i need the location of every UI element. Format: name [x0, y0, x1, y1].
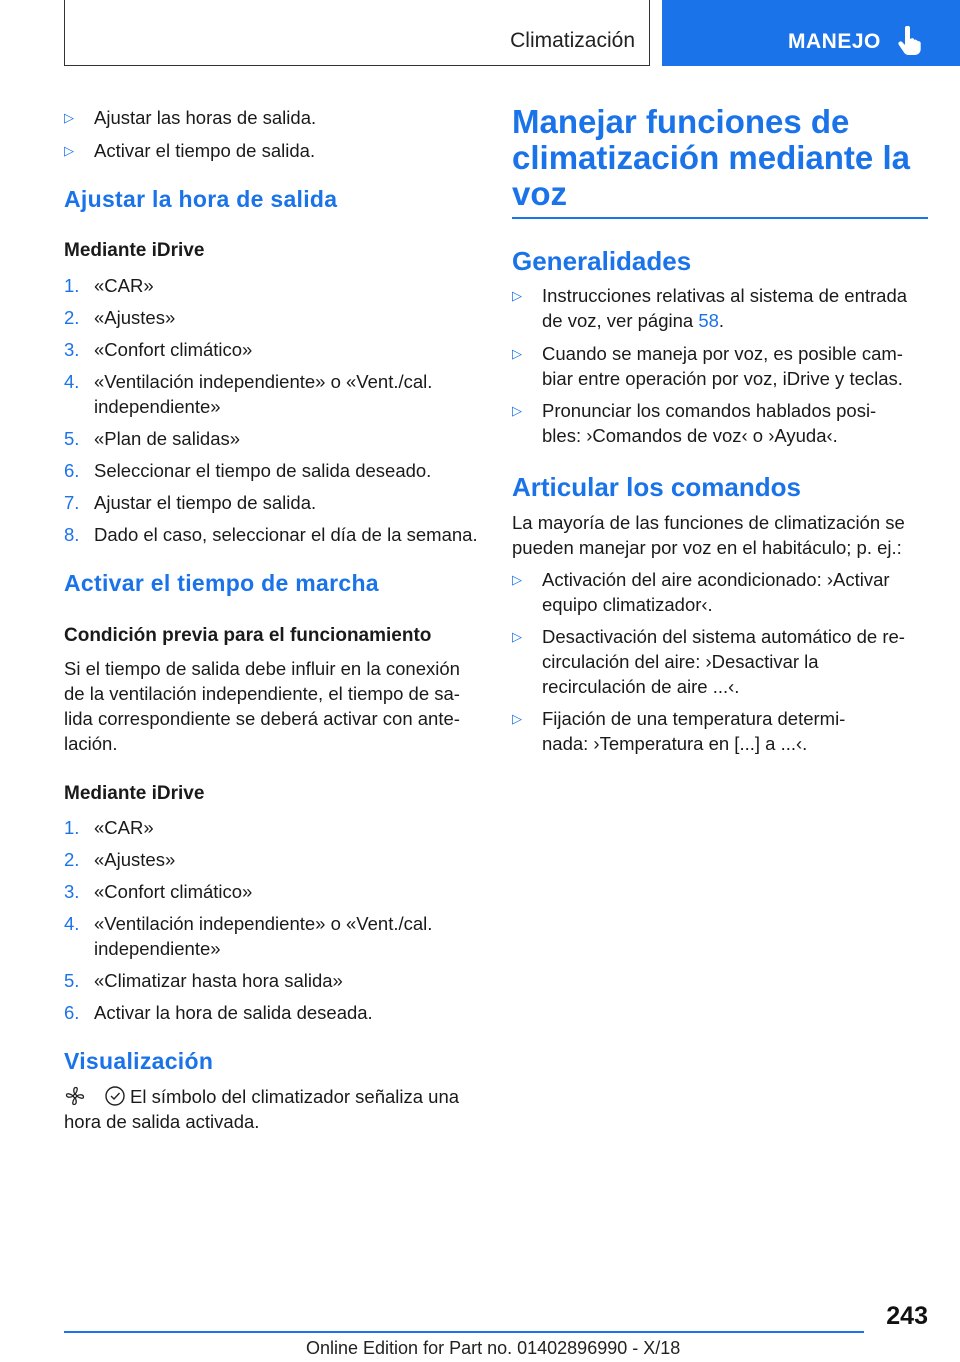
- bullet-marker: ▷: [512, 629, 522, 644]
- bullet-marker: ▷: [512, 711, 522, 726]
- footer-edition: Online Edition for Part no. 01402896990 - X/18: [306, 1338, 681, 1358]
- footer-divider: [64, 1331, 864, 1333]
- bullet-marker: ▷: [64, 143, 74, 158]
- subheading-idrive-2: Mediante iDrive: [64, 783, 205, 804]
- clock-icon: [104, 1085, 126, 1107]
- heading-visualizacion: Visualización: [64, 1048, 214, 1074]
- chapter-tab[interactable]: [662, 0, 960, 66]
- chapter-tab-label: MANEJO: [788, 30, 881, 53]
- vis-line-2: hora de salida activada.: [64, 1111, 260, 1132]
- paragraph-condicion: Si el tiempo de salida debe influir en la conexión de la ventilación independiente, el tiempo de sa‐ lida correspondiente se deberá activar con ante‐ lación.: [64, 658, 460, 754]
- subheading-condicion: Condición previa para el funcionamiento: [64, 625, 432, 646]
- page-link-58[interactable]: 58: [698, 310, 719, 331]
- heading-articular: Articular los comandos: [512, 472, 801, 502]
- subheading-idrive: Mediante iDrive: [64, 240, 205, 261]
- section-title: Climatización: [510, 29, 635, 52]
- vis-line-1: El símbolo del climatizador señaliza una: [130, 1086, 460, 1107]
- page-title: Manejar funciones de climatización mediante la voz: [512, 103, 910, 212]
- bullet-marker: ▷: [512, 572, 522, 587]
- hand-pointer-icon: [896, 26, 922, 56]
- bullet-marker: ▷: [512, 346, 522, 361]
- heading-generalidades: Generalidades: [512, 246, 692, 276]
- page-header: [0, 0, 960, 66]
- section-header-box: [64, 0, 650, 66]
- heading-activar-tiempo: Activar el tiempo de marcha: [64, 570, 379, 596]
- bullet-marker: ▷: [512, 403, 522, 418]
- paragraph-articular: La mayoría de las funciones de climatización se pueden manejar por voz en el habitáculo; p. ej.:: [512, 512, 905, 558]
- page-number: 243: [886, 1302, 928, 1330]
- title-divider: [512, 217, 928, 219]
- bullet-marker: ▷: [64, 110, 74, 125]
- bullet-marker: ▷: [512, 288, 522, 303]
- heading-ajustar-hora: Ajustar la hora de salida: [64, 186, 338, 212]
- climate-fan-icon: [64, 1085, 86, 1107]
